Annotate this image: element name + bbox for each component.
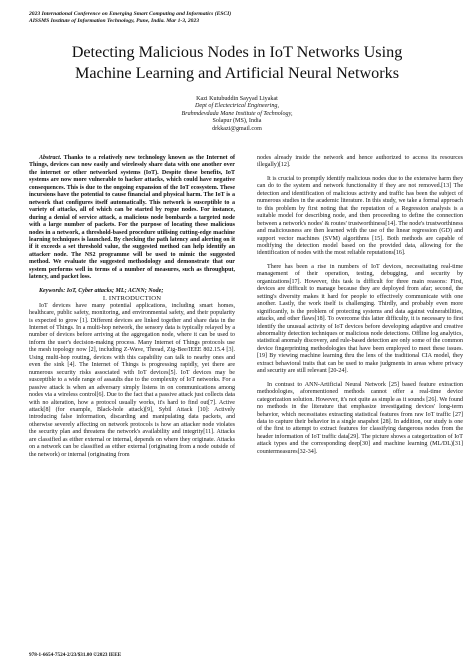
keywords-text: IoT, Cyber attacks; ML; ACNN; Node;: [66, 287, 164, 294]
author-email: drkkazi@gmail.com: [212, 125, 262, 132]
conference-name: 2023 International Conference on Emerging Smart Computing and Informatics (ESCI): [29, 11, 232, 17]
title-line-1: Detecting Malicious Nodes in IoT Networks Using: [71, 43, 403, 61]
right-column: [257, 155, 463, 456]
intro-paragraph-continued: nodes already inside the network and hence authorized to access its resources illegally)[12].: [257, 155, 463, 169]
paper-title: [0, 42, 474, 84]
abstract-label: Abstract.: [39, 155, 62, 161]
conference-venue: AISSMS Institute of Information Technology, Pune, India. Mar 1-3, 2023: [29, 18, 200, 24]
conference-header: [29, 11, 231, 25]
abstract: [29, 155, 235, 282]
keywords: [29, 288, 235, 295]
author-institute: Brahmdevdada Mane Institute of Technology,: [181, 110, 293, 117]
title-line-2: Machine Learning and Artificial Neural Networks: [74, 64, 400, 82]
section-heading-introduction: I. INTRODUCTION: [102, 295, 162, 303]
intro-paragraph-2: It is crucial to promptly identify malicious nodes due to the extensive harm they can do to the system and network functionality if they are not removed.[13] The detection and identification of malicious activity and traffic has been the subject of numerous studies in the academic literature. In this study, we take a formal approach to this problem by first noting that the reputation of a Regression analysis is a suitable model for describing node, and then proceeding to define the connection between a network's nodes' & routes' trustworthiness[14]. The node's trustworthiness and maliciousness are then learned with the use of the linear regression (GD) and support vector machines (SVM) algorithms [15]. Both methods are capable of modifying the detection model based on the provided data, allowing for the identification of nodes with the most reliable reputations[16].: [257, 175, 463, 257]
abstract-text: Thanks to a relatively new technology known as the Internet of Things, devices can now easily and wirelessly share data with one another over the internet or other networked systems (IoT). Despite these benefits, IoT systems are now more vulnerable to hacker attacks, which could have negative consequences. This is due to the ongoing expansion of the IoT ecosystem. These incursions have the potential to cause financial and physical harm. The IoT is a network that configures itself automatically. This network is susceptible to a variety of attacks, all of which can be started by rogue nodes. For instance, during a denial of service attack, a malicious node bombards a targeted node with a large number of packets. For the purpose of locating these malicious nodes in a network, a threshold-based procedure utilising cutting-edge machine learning techniques is launched. By checking the path latency and alerting on it if it exceeds a set threshold value, the suggested method can help identify an attacker node. The NS2 programme will be used to mimic the suggested method. We evaluate the suggested methodology and demonstrate that our system performs well in terms of a number of measures, such as throughput, latency, and packet loss.: [29, 155, 235, 281]
author-department: Dept of Electectrical Engineering,: [195, 103, 279, 110]
author-location: Solapur (MS), India: [212, 118, 262, 125]
keywords-label: Keywords:: [39, 287, 66, 294]
intro-paragraph-3: There has been a rise in numbers of IoT devices, necessitating real-time management of their operation, testing, debugging, and security by organizations[17]. However, this task is difficult for three main reasons: First, devices are difficult to manage because they are deployed from afar; second, the setting's diversity makes it hard for people to effectively communicate with one another. Lastly, the work itself is challenging. Thirdly, and probably even more significantly, is the problem of protecting systems and data against vulnerabilities, attacks, and other flaws[18]. To overcome this latter difficulty, it is necessary to first identify the unusual activity of IoT devices before developing adaptive and creative abnormality detection techniques or malicious node detections. Offline log analytics, statistical anomaly discovery, and rule-based detection are only some of the common device fingerprinting methodologies that have been employed to meet these issues.[19] By viewing machine learning thru the lens of the traditional CIA model, they extract behavioral traits that can be used to make judgments in areas where privacy and security are still relevant [20-24].: [257, 263, 463, 375]
author-name: Kazi Kutubuddin Sayyad Liyakat: [196, 96, 278, 102]
intro-paragraph-1: IoT devices have many potential applications, including smart homes, healthcare, public safety, monitoring, and environmental safety, and their popularity is expected to grow [1]. Different devices are linked together and share data in the Internet of Things. In a multi-hop network, the sensory data is typically relayed by a number of devices before arriving at the aggregation node, where it can be used to inform the user's decision-making process. Many Internet of Things protocols use the mesh topology now [2], including Z-Wave, Thread, Zig-Bee/IEEE 802.15.4 [3]. Using multi-hop routing, devices with this capability can talk to nearby ones and even the sink [4]. The Internet of Things is progressing rapidly, yet there are numerous security risks associated with IoT devices[5]. IoT devices may be susceptible to a wide range of assaults due to the complexity of IoT networks. For a passive attack is when an adversary simply listens in on communications among nodes via a wireless control[6]. Due to the fact that a passive attack just collects data with no alteration, how a protocol usually works, it's hard to find out[7]. Active attack[8] (for example, Black-hole attack)[9], Sybil Attack [10]: Actively introducing false information, discarding and manipulating data packets, and otherwise severely affecting on network protocols is how an attacker node violates the security plan and threatens the network's availability and integrity[11]. Attacks are classified as either external or internal, depends on where they originate. Attacks on a network can be classified as either external (originating from a node outside of the network) or internal (originating from: [29, 302, 235, 458]
left-column: [29, 155, 235, 459]
copyright-footer: 978-1-6654-7524-2/23/$31.00 ©2023 IEEE: [29, 652, 122, 658]
intro-paragraph-4: In contrast to ANN-Artificial Neural Network [25] based feature extraction methodologies, aforementioned methods cannot offer a real-time device categorization solution. However, it's not quite as simple as it sounds [26]. We found no methods in the literature that emphasize investigating devices' long-term behavior, which necessitates extracting statistical features from raw IoT traffic [27] data to capture their behavior in a single snapshot [28]. In addition, our study is one of the first to attempt to extract features for classifying dangerous nodes from the header information of IoT traffic data[29]. The picture shows a categorization of IoT attack types and the corresponding deep[30] and machine learning (ML/DL)[31] countermeasures[32-34].: [257, 381, 463, 455]
author-block: [0, 96, 474, 133]
